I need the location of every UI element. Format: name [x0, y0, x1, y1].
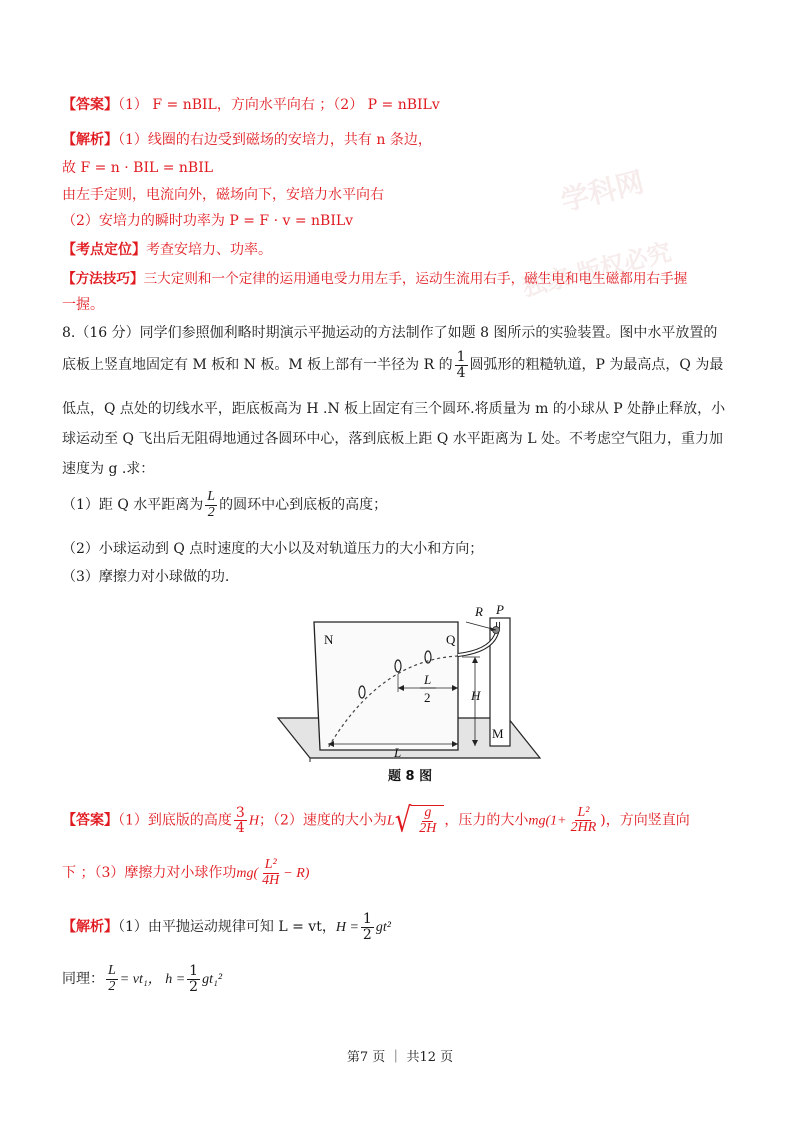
sub-question: （3）摩擦力对小球做的功. [62, 569, 230, 585]
watermark: 独家 版权必究 [519, 237, 675, 302]
experiment-figure [270, 600, 550, 785]
question-text: 8.（16 分）同学们参照伽利略时期演示平抛运动的方法制作了如题 8 图所示的实验装置。图中水平放置的 [62, 325, 718, 341]
fraction: $\frac{3}{4}$ [235, 804, 245, 837]
fraction: $\frac{1}{2}$ [362, 911, 372, 943]
analysis-line: 由左手定则，电流向外，磁场向下，安培力水平向右 [62, 187, 384, 203]
answer-line: 【答案】（1） F = nBIL，方向水平向右 ；（2） P = nBILv [62, 97, 440, 113]
fraction: $\frac{\text{L²}}{2HR}$ [570, 804, 597, 836]
question-text: 底板上竖直地固定有 M 板和 N 板。M 板上部有一半径为 R 的 $\frac{1}{4}$ 圆弧形的粗糙轨道，P 为最高点，Q 为最 [62, 349, 724, 381]
label-H: H [471, 688, 481, 703]
sub-question: （1）距 Q 水平距离为 $\frac{L}{2}$ 的圆环中心到底板的高度； [62, 489, 388, 520]
watermark: 学科网 [557, 165, 648, 218]
figure-caption: 题 8 图 [388, 769, 433, 784]
analysis-line: 【解析】（1）线圈的右边受到磁场的安培力，共有 n 条边， [62, 132, 432, 148]
label-N: N [324, 632, 334, 647]
board-N [314, 622, 458, 750]
page-footer: 第7 页 ｜ 共12 页 [346, 1050, 454, 1065]
question-text: 球运动至 Q 飞出后无阻碍地通过各圆环中心，落到底板上距 Q 水平距离为 L 处。不考虑空气阻力，重力加 [62, 431, 723, 447]
question-text: 低点，Q 点处的切线水平，距底板高为 H .N 板上固定有三个圆环.将质量为 m 的小球从 P 处静止释放，小 [62, 401, 726, 417]
fraction: $\frac{L}{2}$ [207, 489, 216, 520]
label-Q: Q [446, 632, 456, 647]
fraction: $\frac{1}{4}$ [456, 349, 466, 381]
sub-question: （2）小球运动到 Q 点时速度的大小以及对轨道压力的大小和方向； [62, 541, 484, 557]
analysis-line: 【解析】（1）由平抛运动规律可知 L = vt，H = $\frac{1}{2}$ gt² [62, 911, 391, 943]
analysis-line: （2）安培力的瞬时功率为 P = F · v = nBILv [62, 213, 354, 229]
label-P: P [496, 602, 504, 617]
fraction: $\frac{g}{2H}$ [419, 805, 437, 836]
answer-line: 下 ；（3）摩擦力对小球作功mg( $\frac{\text{L²}}{4H}$ − R) [62, 857, 310, 888]
analysis-line: 同理： $\frac{L}{2}$ = vt₁， h = $\frac{1}{2}$ gt₁² [62, 963, 223, 995]
label-L: L [394, 745, 402, 760]
label-R: R [475, 604, 483, 619]
fraction: $\frac{1}{2}$ [189, 963, 199, 995]
analysis-line: 故 F = n · BIL = nBIL [62, 160, 214, 176]
fraction: $\frac{L}{2}$ [108, 963, 116, 994]
knowledge-point-line: 【考点定位】考查安培力、功率。 [62, 242, 272, 258]
fraction: $\frac{\text{L²}}{4H}$ [262, 857, 280, 888]
label-L-half-num: L [424, 672, 432, 687]
answer-line: 【答案】（1）到底版的高度 $\frac{3}{4}$ H；（2）速度的大小为L √ $\frac{g}{2H}$ ，压力的大小mg(1+ $\frac{\text{L²}}{2HR}$ )，方向竖直向 [62, 801, 690, 841]
label-M: M [492, 726, 504, 741]
method-tip-line: 【方法技巧】三大定则和一个定律的运用通电受力用左手，运动生流用右手，磁生电和电生磁都用右手握 [62, 271, 688, 287]
label-L-half-den: 2 [424, 690, 431, 705]
method-tip-line: 一握。 [62, 297, 104, 313]
question-text: 速度为 g .求： [62, 461, 155, 477]
sqrt: √ $\frac{g}{2H}$ [395, 805, 445, 836]
